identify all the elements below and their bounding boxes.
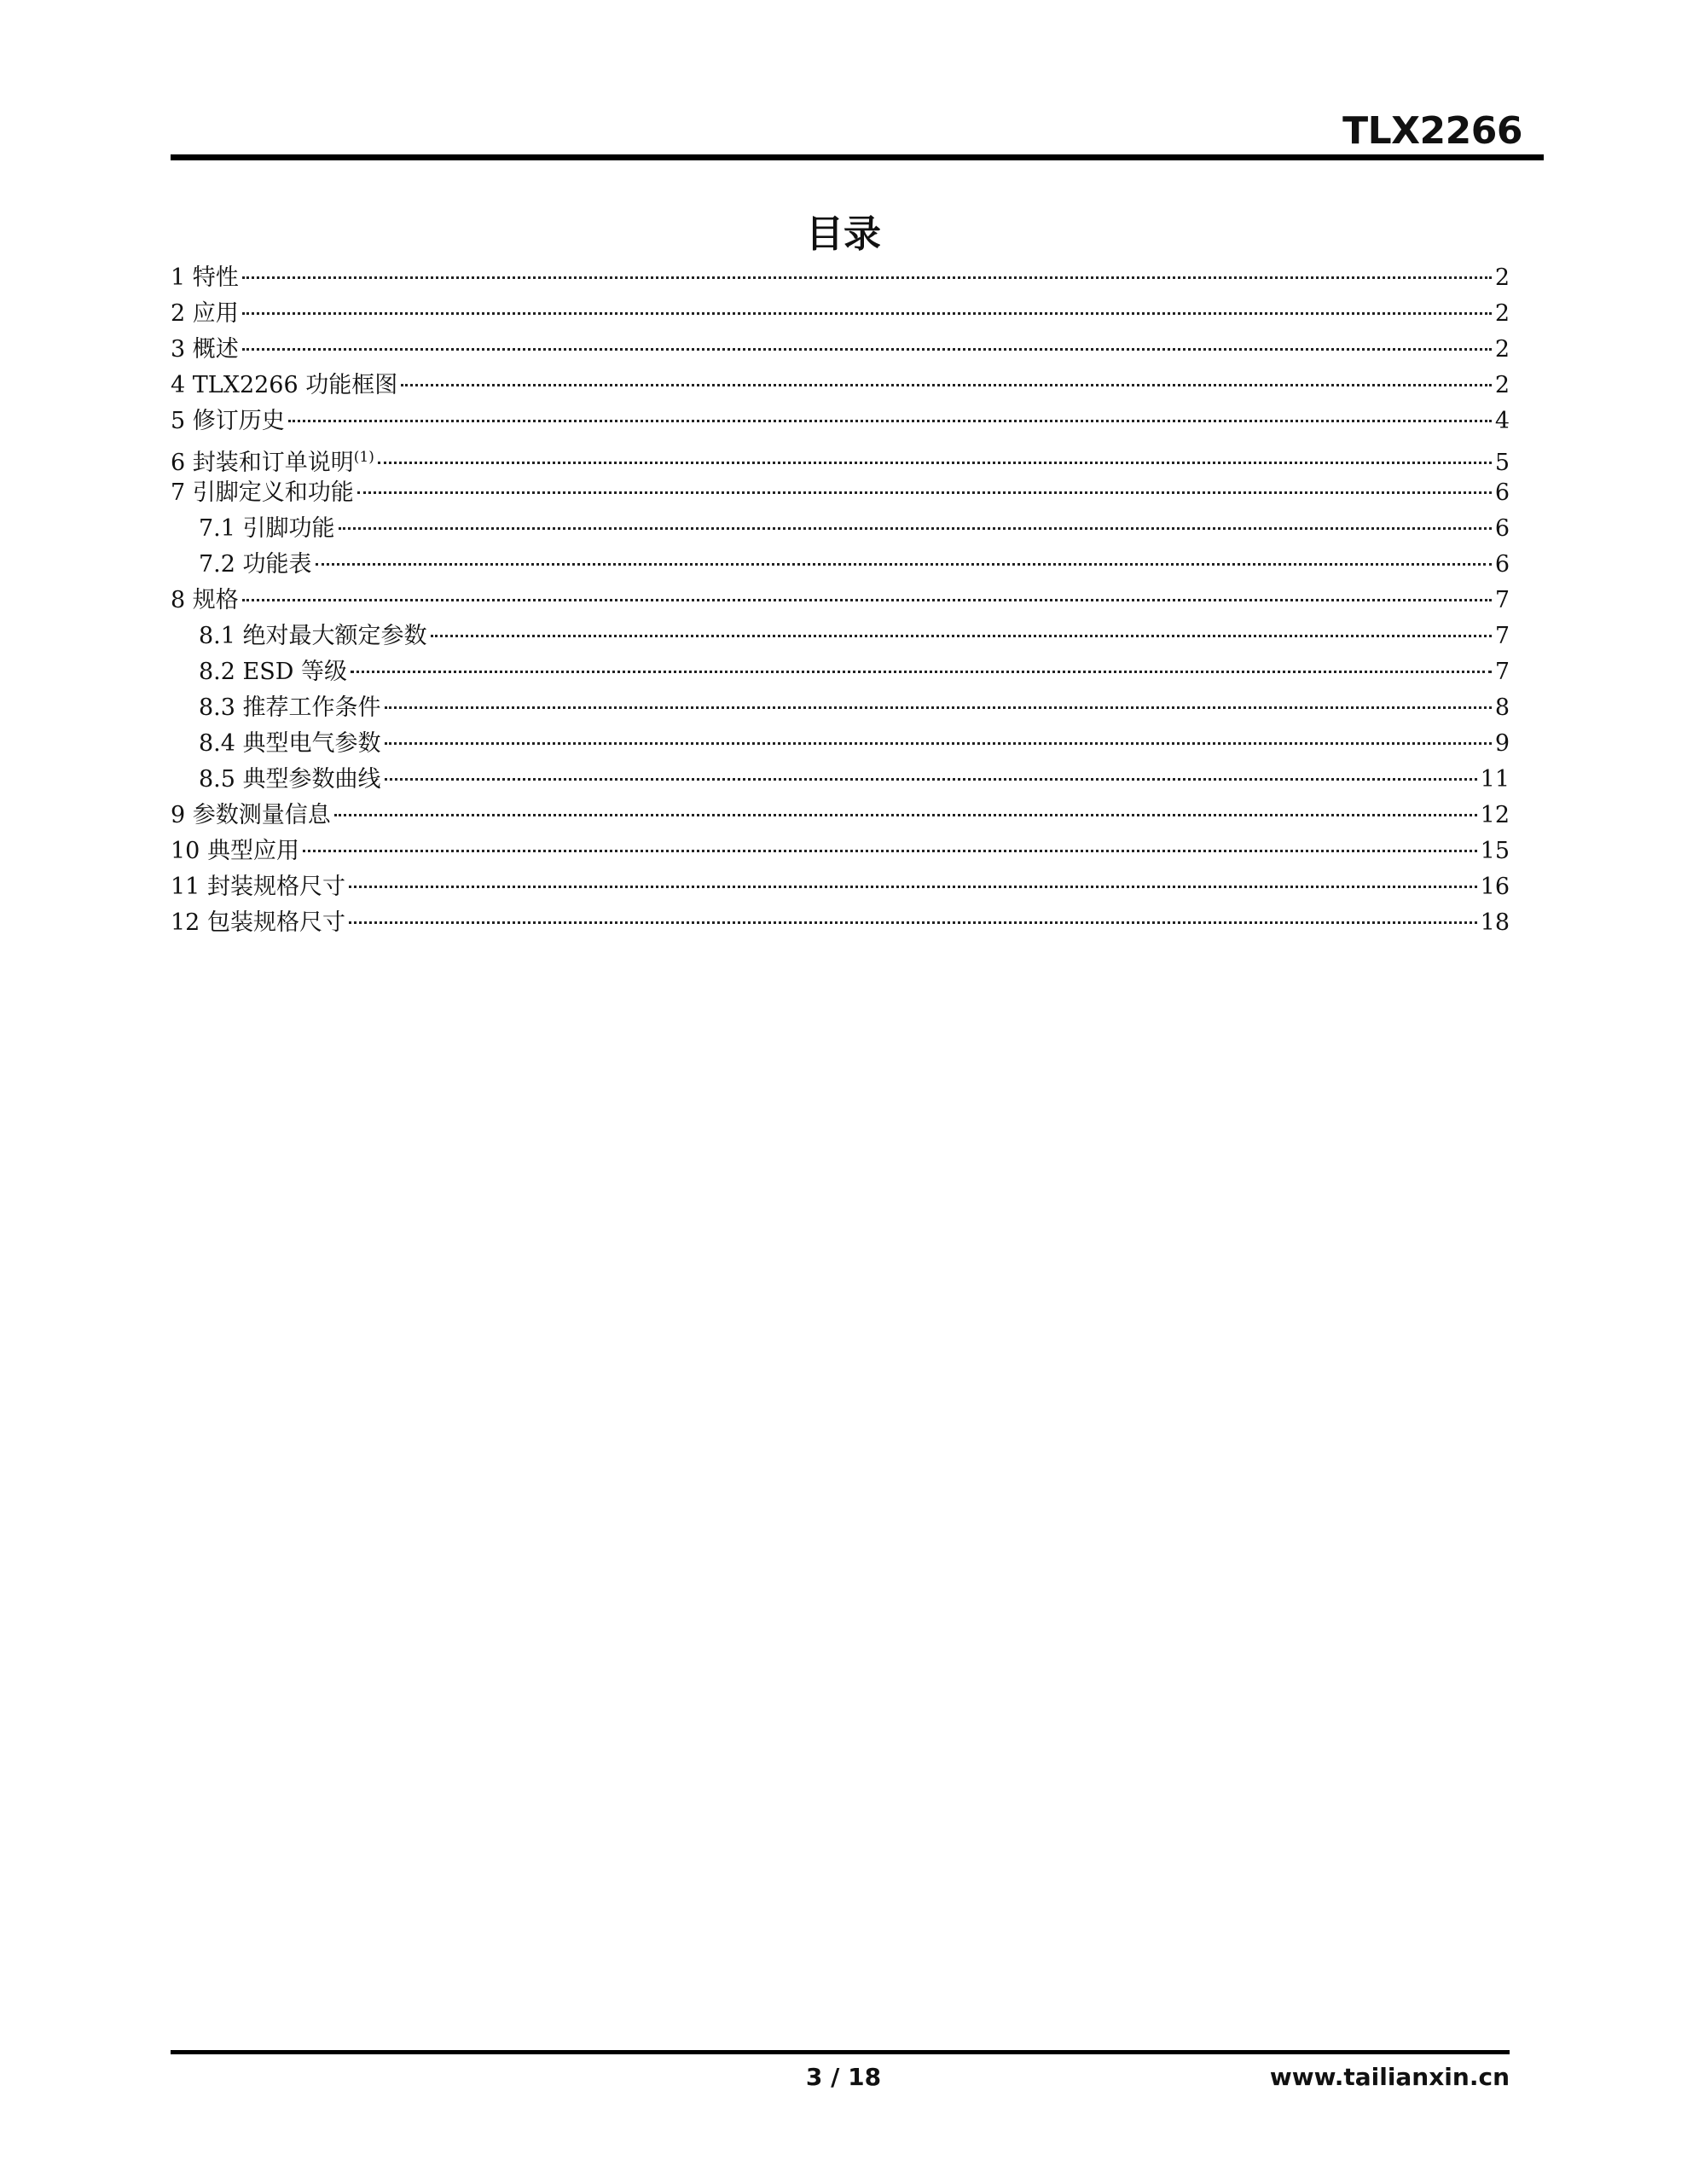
toc-entry[interactable] xyxy=(171,762,1510,798)
toc-entry-page: 18 xyxy=(1480,909,1510,936)
toc-entry[interactable] xyxy=(171,511,1510,547)
toc-entry-label xyxy=(243,547,312,583)
toc-entry-page: 9 xyxy=(1494,730,1510,757)
toc-entry-label-text: 典型参数曲线 xyxy=(242,766,381,793)
toc-dot-leader xyxy=(357,491,1492,494)
toc-entry-footnote-marker: (1) xyxy=(353,449,374,466)
toc-dot-leader xyxy=(385,706,1492,709)
toc-dot-leader xyxy=(303,850,1477,852)
toc-entry-label xyxy=(207,905,345,941)
toc-entry-number: 11 xyxy=(171,874,200,900)
toc-entry-number: 4 xyxy=(171,372,186,398)
toc-entry[interactable] xyxy=(171,296,1510,332)
toc-entry-spacer xyxy=(185,583,193,619)
toc-entry[interactable] xyxy=(171,654,1510,690)
toc-entry-label-text: 引脚定义和功能 xyxy=(192,479,354,506)
toc-entry-label xyxy=(243,511,335,547)
toc-entry-spacer xyxy=(185,332,193,368)
toc-entry-number: 7.2 xyxy=(199,551,235,578)
toc-title: 目录 xyxy=(806,212,881,256)
toc-dot-leader xyxy=(242,599,1492,601)
footer-rule xyxy=(171,2050,1510,2054)
toc-entry[interactable] xyxy=(171,439,1510,475)
table-of-contents xyxy=(171,260,1510,941)
toc-entry-label-text: 绝对最大额定参数 xyxy=(242,623,427,649)
toc-entry-label-text: 推荐工作条件 xyxy=(242,694,381,721)
toc-entry-label-text: 应用 xyxy=(192,300,239,327)
toc-entry[interactable] xyxy=(171,332,1510,368)
toc-entry-spacer xyxy=(185,296,193,332)
toc-dot-leader xyxy=(288,420,1492,422)
footer-website: www.tailianxin.cn xyxy=(1269,2063,1510,2091)
toc-entry-label xyxy=(207,869,345,905)
toc-entry[interactable] xyxy=(171,619,1510,654)
toc-entry-label xyxy=(243,654,347,690)
toc-entry-label-text: 规格 xyxy=(192,587,239,613)
toc-entry-label-text: 参数测量信息 xyxy=(192,802,331,828)
toc-dot-leader xyxy=(242,348,1492,351)
toc-entry-label xyxy=(193,368,397,404)
toc-entry-spacer xyxy=(200,834,207,869)
toc-entry-label-text: 封装规格尺寸 xyxy=(206,874,345,900)
toc-dot-leader xyxy=(242,312,1492,315)
toc-entry-page: 11 xyxy=(1480,766,1510,793)
toc-entry-label xyxy=(207,834,299,869)
toc-entry-page: 6 xyxy=(1494,479,1510,506)
toc-entry-number: 5 xyxy=(171,408,186,434)
toc-entry-spacer xyxy=(235,726,243,762)
toc-entry-page: 4 xyxy=(1494,408,1510,434)
toc-entry-page: 15 xyxy=(1480,838,1510,864)
footer-page-indicator: 3 / 18 xyxy=(805,2063,882,2091)
toc-entry-label xyxy=(193,583,239,619)
toc-entry-number: 8.2 xyxy=(199,659,235,685)
toc-dot-leader xyxy=(351,671,1492,673)
toc-entry-page: 2 xyxy=(1494,372,1510,398)
toc-entry[interactable] xyxy=(171,834,1510,869)
toc-entry-number: 10 xyxy=(171,838,200,864)
toc-dot-leader xyxy=(385,742,1492,745)
toc-entry-label xyxy=(243,619,427,654)
toc-entry-label xyxy=(243,762,381,798)
toc-entry[interactable] xyxy=(171,869,1510,905)
toc-dot-leader xyxy=(401,384,1492,386)
toc-entry[interactable] xyxy=(171,583,1510,619)
toc-entry-label xyxy=(193,260,239,296)
toc-entry-spacer xyxy=(185,404,193,439)
toc-entry-label-text: 封装和订单说明 xyxy=(192,450,354,476)
header-rule xyxy=(171,154,1544,160)
toc-entry-page: 2 xyxy=(1494,336,1510,363)
toc-entry-label-text: 典型应用 xyxy=(206,838,299,864)
toc-entry-spacer xyxy=(185,475,193,511)
toc-entry-page: 7 xyxy=(1494,587,1510,613)
toc-entry-label-text: 功能表 xyxy=(242,551,312,578)
toc-entry[interactable] xyxy=(171,726,1510,762)
toc-entry[interactable] xyxy=(171,368,1510,404)
toc-entry-label xyxy=(243,726,381,762)
toc-dot-leader xyxy=(385,778,1477,781)
toc-entry-spacer xyxy=(185,368,193,404)
toc-dot-leader xyxy=(378,462,1492,464)
toc-entry-page: 8 xyxy=(1494,694,1510,721)
toc-entry-label-text: ESD 等级 xyxy=(242,659,347,685)
toc-entry-label-text: 典型电气参数 xyxy=(242,730,381,757)
toc-entry[interactable] xyxy=(171,260,1510,296)
toc-entry-page: 6 xyxy=(1494,515,1510,542)
toc-entry-number: 8.5 xyxy=(199,766,235,793)
toc-entry-page: 16 xyxy=(1480,874,1510,900)
toc-entry-page: 6 xyxy=(1494,551,1510,578)
toc-entry-spacer xyxy=(235,762,243,798)
toc-entry[interactable] xyxy=(171,798,1510,834)
toc-entry-spacer xyxy=(200,869,207,905)
toc-entry-spacer xyxy=(235,511,243,547)
toc-entry[interactable] xyxy=(171,690,1510,726)
toc-entry-label xyxy=(193,475,354,511)
toc-entry-label xyxy=(193,296,239,332)
toc-dot-leader xyxy=(242,276,1492,279)
toc-entry-page: 2 xyxy=(1494,300,1510,327)
toc-entry-number: 2 xyxy=(171,300,186,327)
toc-dot-leader xyxy=(316,563,1492,566)
toc-entry-label-text: 概述 xyxy=(192,336,239,363)
document-header-title: TLX2266 xyxy=(1342,109,1522,153)
toc-entry-number: 7 xyxy=(171,479,186,506)
toc-entry-page: 7 xyxy=(1494,659,1510,685)
toc-dot-leader xyxy=(339,527,1492,530)
toc-entry-page: 5 xyxy=(1494,450,1510,476)
toc-entry-page: 12 xyxy=(1480,802,1510,828)
toc-entry[interactable] xyxy=(171,547,1510,583)
toc-entry-label xyxy=(193,332,239,368)
toc-entry-label xyxy=(243,690,381,726)
toc-dot-leader xyxy=(334,814,1477,816)
toc-entry-spacer xyxy=(235,547,243,583)
toc-entry[interactable] xyxy=(171,905,1510,941)
toc-entry-number: 12 xyxy=(171,909,200,936)
toc-entry-label xyxy=(193,798,331,834)
toc-entry-label-text: 特性 xyxy=(192,264,239,291)
toc-entry-spacer xyxy=(185,260,193,296)
toc-entry-number: 1 xyxy=(171,264,186,291)
toc-entry-number: 8 xyxy=(171,587,186,613)
toc-entry[interactable] xyxy=(171,404,1510,439)
toc-entry-page: 2 xyxy=(1494,264,1510,291)
toc-entry-number: 9 xyxy=(171,802,186,828)
toc-entry-number: 7.1 xyxy=(199,515,235,542)
toc-entry-spacer xyxy=(185,798,193,834)
toc-dot-leader xyxy=(349,886,1477,888)
toc-entry-spacer xyxy=(235,654,243,690)
toc-entry-label-text: 包装规格尺寸 xyxy=(206,909,345,936)
toc-entry-spacer xyxy=(200,905,207,941)
toc-dot-leader xyxy=(349,921,1477,924)
toc-entry-spacer xyxy=(235,619,243,654)
toc-entry-number: 8.3 xyxy=(199,694,235,721)
toc-entry-label xyxy=(193,404,285,439)
toc-entry-number: 6 xyxy=(171,450,186,476)
toc-entry-number: 3 xyxy=(171,336,186,363)
toc-entry-spacer xyxy=(235,690,243,726)
toc-entry-number: 8.1 xyxy=(199,623,235,649)
toc-entry-label-text: 修订历史 xyxy=(192,408,285,434)
toc-dot-leader xyxy=(431,635,1492,637)
toc-entry-label-text: TLX2266 功能框图 xyxy=(192,372,398,398)
toc-entry-label-text: 引脚功能 xyxy=(242,515,335,542)
toc-entry-number: 8.4 xyxy=(199,730,235,757)
toc-entry-page: 7 xyxy=(1494,623,1510,649)
